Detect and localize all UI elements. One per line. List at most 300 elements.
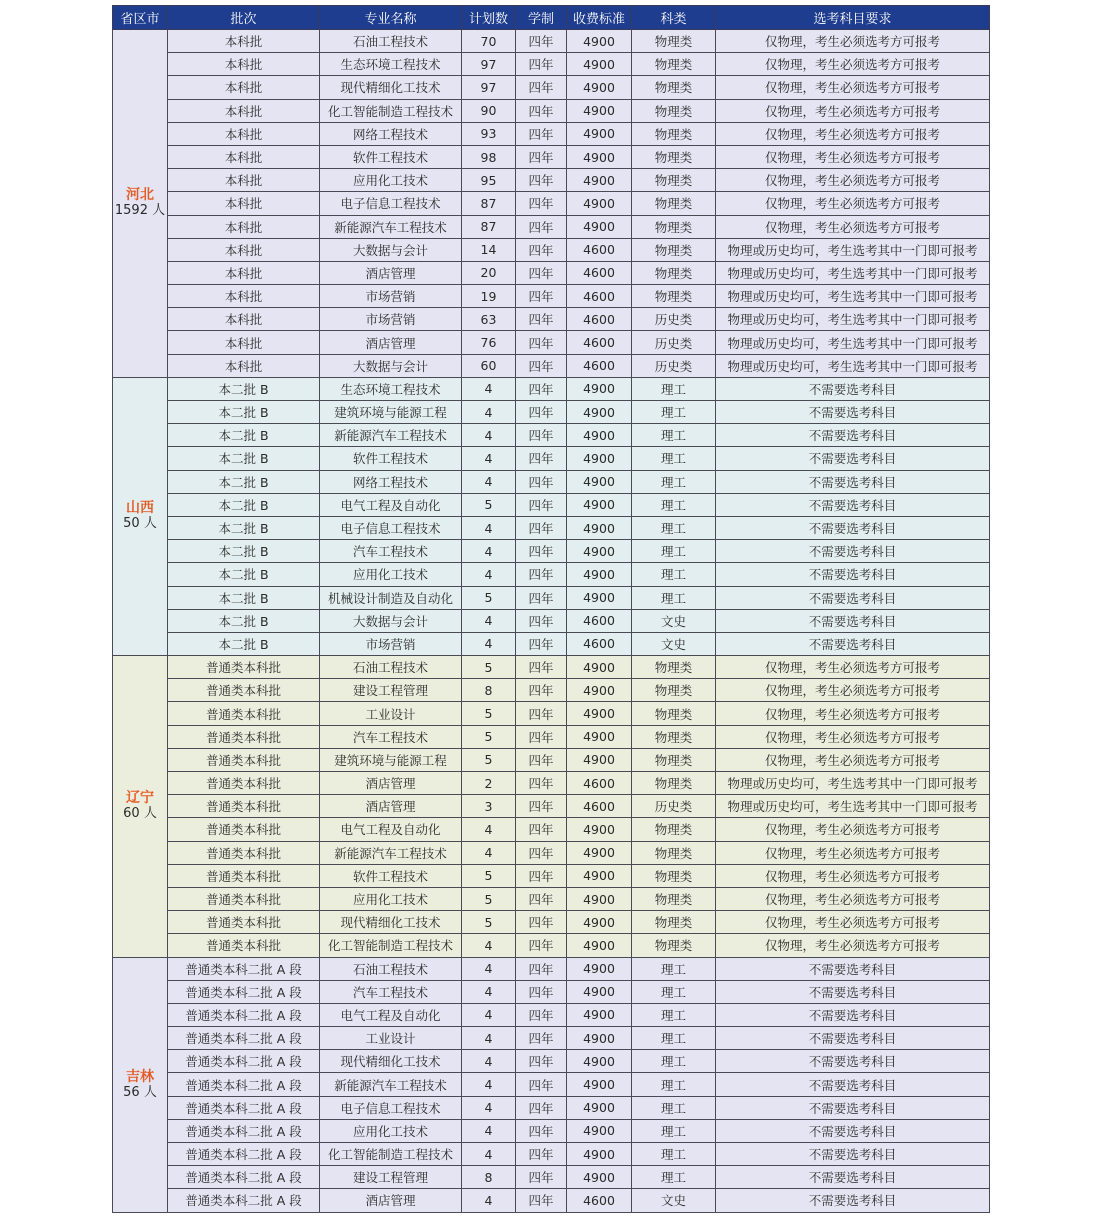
subject-requirement-cell: 不需要选考科目 (716, 1119, 990, 1142)
major-cell: 汽车工程技术 (320, 540, 462, 563)
table-row (113, 238, 990, 261)
category-cell: 历史类 (632, 354, 716, 377)
category-cell: 物理类 (632, 887, 716, 910)
duration-cell: 四年 (516, 30, 567, 53)
duration-cell: 四年 (516, 1189, 567, 1212)
table-row (113, 516, 990, 539)
header-province: 省区市 (113, 6, 168, 30)
plan-count-cell: 5 (462, 702, 516, 725)
tuition-cell: 4900 (567, 516, 632, 539)
major-cell: 电气工程及自动化 (320, 493, 462, 516)
category-cell: 物理类 (632, 725, 716, 748)
major-cell: 化工智能制造工程技术 (320, 99, 462, 122)
table-row (113, 563, 990, 586)
batch-cell: 本二批 B (168, 563, 320, 586)
batch-cell: 普通类本科二批 A 段 (168, 1119, 320, 1142)
table-row (113, 354, 990, 377)
table-row (113, 795, 990, 818)
province-name: 河北 (126, 187, 154, 204)
batch-cell: 普通类本科二批 A 段 (168, 1050, 320, 1073)
table-row (113, 841, 990, 864)
tuition-cell: 4900 (567, 748, 632, 771)
plan-count-cell: 4 (462, 609, 516, 632)
batch-cell: 本科批 (168, 354, 320, 377)
table-row (113, 76, 990, 99)
category-cell: 物理类 (632, 215, 716, 238)
category-cell: 物理类 (632, 748, 716, 771)
category-cell: 文史 (632, 1189, 716, 1212)
plan-count-cell: 4 (462, 1189, 516, 1212)
plan-count-cell: 90 (462, 99, 516, 122)
duration-cell: 四年 (516, 401, 567, 424)
plan-count-cell: 4 (462, 424, 516, 447)
table-row (113, 980, 990, 1003)
subject-requirement-cell: 不需要选考科目 (716, 1189, 990, 1212)
subject-requirement-cell: 仅物理，考生必须选考方可报考 (716, 215, 990, 238)
plan-count-cell: 20 (462, 261, 516, 284)
tuition-cell: 4900 (567, 470, 632, 493)
subject-requirement-cell: 不需要选考科目 (716, 586, 990, 609)
table-row (113, 285, 990, 308)
province-count: 60 人 (123, 806, 157, 822)
category-cell: 理工 (632, 470, 716, 493)
table-row (113, 401, 990, 424)
subject-requirement-cell: 不需要选考科目 (716, 424, 990, 447)
subject-requirement-cell: 不需要选考科目 (716, 563, 990, 586)
subject-requirement-cell: 不需要选考科目 (716, 1073, 990, 1096)
major-cell: 电子信息工程技术 (320, 192, 462, 215)
province-count: 56 人 (123, 1084, 157, 1100)
tuition-cell: 4900 (567, 725, 632, 748)
subject-requirement-cell: 不需要选考科目 (716, 1143, 990, 1166)
major-cell: 现代精细化工技术 (320, 76, 462, 99)
table-row (113, 772, 990, 795)
major-cell: 软件工程技术 (320, 145, 462, 168)
tuition-cell: 4900 (567, 447, 632, 470)
major-cell: 大数据与会计 (320, 609, 462, 632)
tuition-cell: 4600 (567, 238, 632, 261)
batch-cell: 本二批 B (168, 609, 320, 632)
subject-requirement-cell: 仅物理，考生必须选考方可报考 (716, 122, 990, 145)
duration-cell: 四年 (516, 1073, 567, 1096)
tuition-cell: 4900 (567, 169, 632, 192)
tuition-cell: 4900 (567, 818, 632, 841)
major-cell: 建筑环境与能源工程 (320, 401, 462, 424)
tuition-cell: 4900 (567, 1027, 632, 1050)
table-row (113, 586, 990, 609)
subject-requirement-cell: 仅物理，考生必须选考方可报考 (716, 30, 990, 53)
plan-count-cell: 5 (462, 864, 516, 887)
plan-count-cell: 4 (462, 1143, 516, 1166)
table-row (113, 957, 990, 980)
table-row (113, 1073, 990, 1096)
major-cell: 酒店管理 (320, 331, 462, 354)
duration-cell: 四年 (516, 1143, 567, 1166)
tuition-cell: 4900 (567, 841, 632, 864)
tuition-cell: 4900 (567, 957, 632, 980)
duration-cell: 四年 (516, 447, 567, 470)
category-cell: 历史类 (632, 308, 716, 331)
duration-cell: 四年 (516, 354, 567, 377)
category-cell: 物理类 (632, 122, 716, 145)
duration-cell: 四年 (516, 841, 567, 864)
category-cell: 物理类 (632, 145, 716, 168)
category-cell: 物理类 (632, 772, 716, 795)
major-cell: 电气工程及自动化 (320, 1003, 462, 1026)
major-cell: 大数据与会计 (320, 238, 462, 261)
plan-count-cell: 4 (462, 563, 516, 586)
subject-requirement-cell: 物理或历史均可，考生选考其中一门即可报考 (716, 308, 990, 331)
batch-cell: 普通类本科批 (168, 748, 320, 771)
subject-requirement-cell: 不需要选考科目 (716, 516, 990, 539)
subject-requirement-cell: 物理或历史均可，考生选考其中一门即可报考 (716, 285, 990, 308)
duration-cell: 四年 (516, 934, 567, 957)
batch-cell: 本二批 B (168, 424, 320, 447)
table-row (113, 1119, 990, 1142)
plan-count-cell: 93 (462, 122, 516, 145)
duration-cell: 四年 (516, 887, 567, 910)
plan-count-cell: 97 (462, 53, 516, 76)
batch-cell: 本科批 (168, 308, 320, 331)
batch-cell: 普通类本科批 (168, 656, 320, 679)
province-name: 吉林 (126, 1068, 154, 1085)
subject-requirement-cell: 仅物理，考生必须选考方可报考 (716, 934, 990, 957)
table-body (113, 30, 990, 1213)
batch-cell: 本科批 (168, 169, 320, 192)
major-cell: 化工智能制造工程技术 (320, 934, 462, 957)
subject-requirement-cell: 仅物理，考生必须选考方可报考 (716, 864, 990, 887)
batch-cell: 普通类本科二批 A 段 (168, 1189, 320, 1212)
tuition-cell: 4900 (567, 702, 632, 725)
tuition-cell: 4900 (567, 563, 632, 586)
plan-count-cell: 95 (462, 169, 516, 192)
plan-count-cell: 4 (462, 934, 516, 957)
major-cell: 酒店管理 (320, 1189, 462, 1212)
category-cell: 理工 (632, 424, 716, 447)
tuition-cell: 4900 (567, 30, 632, 53)
plan-count-cell: 5 (462, 656, 516, 679)
duration-cell: 四年 (516, 1003, 567, 1026)
subject-requirement-cell: 不需要选考科目 (716, 493, 990, 516)
batch-cell: 本科批 (168, 285, 320, 308)
tuition-cell: 4600 (567, 308, 632, 331)
batch-cell: 普通类本科批 (168, 841, 320, 864)
duration-cell: 四年 (516, 285, 567, 308)
subject-requirement-cell: 仅物理，考生必须选考方可报考 (716, 748, 990, 771)
table-row (113, 609, 990, 632)
batch-cell: 本二批 B (168, 377, 320, 400)
plan-count-cell: 4 (462, 1027, 516, 1050)
category-cell: 理工 (632, 447, 716, 470)
header-subject-requirement: 选考科目要求 (716, 6, 990, 30)
tuition-cell: 4600 (567, 795, 632, 818)
category-cell: 物理类 (632, 30, 716, 53)
table-row (113, 377, 990, 400)
duration-cell: 四年 (516, 748, 567, 771)
plan-count-cell: 3 (462, 795, 516, 818)
batch-cell: 本科批 (168, 192, 320, 215)
plan-count-cell: 8 (462, 1166, 516, 1189)
major-cell: 应用化工技术 (320, 563, 462, 586)
batch-cell: 本科批 (168, 261, 320, 284)
category-cell: 理工 (632, 957, 716, 980)
category-cell: 物理类 (632, 841, 716, 864)
plan-count-cell: 5 (462, 493, 516, 516)
province-count: 1592 人 (114, 203, 166, 219)
tuition-cell: 4900 (567, 586, 632, 609)
tuition-cell: 4900 (567, 145, 632, 168)
tuition-cell: 4900 (567, 53, 632, 76)
subject-requirement-cell: 不需要选考科目 (716, 540, 990, 563)
plan-count-cell: 4 (462, 470, 516, 493)
category-cell: 物理类 (632, 238, 716, 261)
plan-count-cell: 5 (462, 586, 516, 609)
plan-count-cell: 4 (462, 401, 516, 424)
tuition-cell: 4600 (567, 285, 632, 308)
tuition-cell: 4900 (567, 1096, 632, 1119)
batch-cell: 普通类本科批 (168, 887, 320, 910)
major-cell: 石油工程技术 (320, 656, 462, 679)
tuition-cell: 4900 (567, 911, 632, 934)
duration-cell: 四年 (516, 702, 567, 725)
tuition-cell: 4900 (567, 1050, 632, 1073)
plan-count-cell: 4 (462, 1003, 516, 1026)
table-row (113, 1050, 990, 1073)
batch-cell: 普通类本科批 (168, 702, 320, 725)
category-cell: 物理类 (632, 99, 716, 122)
tuition-cell: 4900 (567, 1073, 632, 1096)
table-row (113, 1003, 990, 1026)
table-row (113, 308, 990, 331)
province-cell (113, 656, 168, 957)
category-cell: 理工 (632, 377, 716, 400)
major-cell: 新能源汽车工程技术 (320, 841, 462, 864)
major-cell: 应用化工技术 (320, 887, 462, 910)
plan-count-cell: 5 (462, 748, 516, 771)
table-row (113, 261, 990, 284)
table-row (113, 632, 990, 655)
tuition-cell: 4900 (567, 656, 632, 679)
duration-cell: 四年 (516, 656, 567, 679)
category-cell: 理工 (632, 540, 716, 563)
duration-cell: 四年 (516, 424, 567, 447)
category-cell: 物理类 (632, 169, 716, 192)
subject-requirement-cell: 不需要选考科目 (716, 377, 990, 400)
duration-cell: 四年 (516, 308, 567, 331)
major-cell: 工业设计 (320, 1027, 462, 1050)
header-plan-count: 计划数 (462, 6, 516, 30)
tuition-cell: 4600 (567, 1189, 632, 1212)
subject-requirement-cell: 物理或历史均可，考生选考其中一门即可报考 (716, 354, 990, 377)
plan-count-cell: 70 (462, 30, 516, 53)
category-cell: 物理类 (632, 285, 716, 308)
subject-requirement-cell: 不需要选考科目 (716, 447, 990, 470)
major-cell: 现代精细化工技术 (320, 911, 462, 934)
plan-count-cell: 4 (462, 818, 516, 841)
province-cell (113, 30, 168, 378)
category-cell: 文史 (632, 632, 716, 655)
table-row (113, 1027, 990, 1050)
plan-count-cell: 87 (462, 215, 516, 238)
batch-cell: 普通类本科二批 A 段 (168, 1143, 320, 1166)
duration-cell: 四年 (516, 145, 567, 168)
table-row (113, 887, 990, 910)
duration-cell: 四年 (516, 261, 567, 284)
table-row (113, 192, 990, 215)
batch-cell: 普通类本科批 (168, 795, 320, 818)
enrollment-plan-table (112, 5, 990, 1213)
subject-requirement-cell: 不需要选考科目 (716, 1096, 990, 1119)
subject-requirement-cell: 不需要选考科目 (716, 401, 990, 424)
major-cell: 新能源汽车工程技术 (320, 424, 462, 447)
plan-count-cell: 5 (462, 725, 516, 748)
major-cell: 化工智能制造工程技术 (320, 1143, 462, 1166)
tuition-cell: 4900 (567, 1003, 632, 1026)
category-cell: 理工 (632, 1166, 716, 1189)
major-cell: 酒店管理 (320, 772, 462, 795)
subject-requirement-cell: 仅物理，考生必须选考方可报考 (716, 145, 990, 168)
category-cell: 理工 (632, 493, 716, 516)
major-cell: 应用化工技术 (320, 1119, 462, 1142)
category-cell: 理工 (632, 401, 716, 424)
category-cell: 物理类 (632, 934, 716, 957)
table-row (113, 1096, 990, 1119)
table-row (113, 53, 990, 76)
plan-count-cell: 19 (462, 285, 516, 308)
category-cell: 物理类 (632, 76, 716, 99)
major-cell: 电子信息工程技术 (320, 1096, 462, 1119)
major-cell: 汽车工程技术 (320, 980, 462, 1003)
plan-count-cell: 60 (462, 354, 516, 377)
major-cell: 石油工程技术 (320, 957, 462, 980)
duration-cell: 四年 (516, 238, 567, 261)
major-cell: 市场营销 (320, 285, 462, 308)
header-duration: 学制 (516, 6, 567, 30)
table-row (113, 424, 990, 447)
major-cell: 应用化工技术 (320, 169, 462, 192)
category-cell: 历史类 (632, 331, 716, 354)
tuition-cell: 4900 (567, 377, 632, 400)
batch-cell: 本科批 (168, 238, 320, 261)
duration-cell: 四年 (516, 169, 567, 192)
subject-requirement-cell: 仅物理，考生必须选考方可报考 (716, 818, 990, 841)
batch-cell: 本科批 (168, 331, 320, 354)
batch-cell: 普通类本科批 (168, 818, 320, 841)
category-cell: 理工 (632, 563, 716, 586)
major-cell: 机械设计制造及自动化 (320, 586, 462, 609)
category-cell: 理工 (632, 586, 716, 609)
duration-cell: 四年 (516, 1096, 567, 1119)
batch-cell: 普通类本科批 (168, 772, 320, 795)
duration-cell: 四年 (516, 53, 567, 76)
major-cell: 酒店管理 (320, 795, 462, 818)
subject-requirement-cell: 仅物理，考生必须选考方可报考 (716, 169, 990, 192)
header-tuition: 收费标准 (567, 6, 632, 30)
tuition-cell: 4600 (567, 354, 632, 377)
duration-cell: 四年 (516, 1050, 567, 1073)
duration-cell: 四年 (516, 725, 567, 748)
duration-cell: 四年 (516, 493, 567, 516)
major-cell: 生态环境工程技术 (320, 53, 462, 76)
batch-cell: 本二批 B (168, 447, 320, 470)
table-row (113, 470, 990, 493)
tuition-cell: 4900 (567, 424, 632, 447)
duration-cell: 四年 (516, 772, 567, 795)
subject-requirement-cell: 仅物理，考生必须选考方可报考 (716, 841, 990, 864)
major-cell: 新能源汽车工程技术 (320, 215, 462, 238)
major-cell: 大数据与会计 (320, 354, 462, 377)
tuition-cell: 4900 (567, 215, 632, 238)
subject-requirement-cell: 不需要选考科目 (716, 957, 990, 980)
subject-requirement-cell: 不需要选考科目 (716, 470, 990, 493)
subject-requirement-cell: 不需要选考科目 (716, 632, 990, 655)
duration-cell: 四年 (516, 586, 567, 609)
tuition-cell: 4900 (567, 1143, 632, 1166)
major-cell: 电气工程及自动化 (320, 818, 462, 841)
table-row (113, 540, 990, 563)
table-row (113, 1143, 990, 1166)
header-major: 专业名称 (320, 6, 462, 30)
subject-requirement-cell: 不需要选考科目 (716, 1050, 990, 1073)
table-row (113, 911, 990, 934)
plan-count-cell: 5 (462, 911, 516, 934)
plan-count-cell: 4 (462, 632, 516, 655)
plan-count-cell: 14 (462, 238, 516, 261)
duration-cell: 四年 (516, 957, 567, 980)
tuition-cell: 4900 (567, 76, 632, 99)
subject-requirement-cell: 不需要选考科目 (716, 1027, 990, 1050)
batch-cell: 普通类本科二批 A 段 (168, 1027, 320, 1050)
duration-cell: 四年 (516, 864, 567, 887)
header-batch: 批次 (168, 6, 320, 30)
category-cell: 物理类 (632, 656, 716, 679)
major-cell: 软件工程技术 (320, 447, 462, 470)
duration-cell: 四年 (516, 1119, 567, 1142)
duration-cell: 四年 (516, 1027, 567, 1050)
tuition-cell: 4900 (567, 887, 632, 910)
duration-cell: 四年 (516, 540, 567, 563)
table-row (113, 215, 990, 238)
major-cell: 网络工程技术 (320, 470, 462, 493)
table-row (113, 725, 990, 748)
major-cell: 市场营销 (320, 632, 462, 655)
batch-cell: 本二批 B (168, 493, 320, 516)
major-cell: 工业设计 (320, 702, 462, 725)
category-cell: 物理类 (632, 864, 716, 887)
plan-count-cell: 4 (462, 957, 516, 980)
table-row (113, 99, 990, 122)
tuition-cell: 4900 (567, 980, 632, 1003)
subject-requirement-cell: 物理或历史均可，考生选考其中一门即可报考 (716, 331, 990, 354)
subject-requirement-cell: 不需要选考科目 (716, 1166, 990, 1189)
batch-cell: 普通类本科二批 A 段 (168, 1166, 320, 1189)
duration-cell: 四年 (516, 516, 567, 539)
plan-count-cell: 8 (462, 679, 516, 702)
major-cell: 建设工程管理 (320, 1166, 462, 1189)
category-cell: 物理类 (632, 818, 716, 841)
plan-count-cell: 4 (462, 1073, 516, 1096)
table-row (113, 447, 990, 470)
table-row (113, 934, 990, 957)
plan-count-cell: 4 (462, 516, 516, 539)
subject-requirement-cell: 不需要选考科目 (716, 1003, 990, 1026)
batch-cell: 普通类本科二批 A 段 (168, 980, 320, 1003)
major-cell: 酒店管理 (320, 261, 462, 284)
tuition-cell: 4900 (567, 493, 632, 516)
subject-requirement-cell: 物理或历史均可，考生选考其中一门即可报考 (716, 795, 990, 818)
major-cell: 电子信息工程技术 (320, 516, 462, 539)
major-cell: 新能源汽车工程技术 (320, 1073, 462, 1096)
